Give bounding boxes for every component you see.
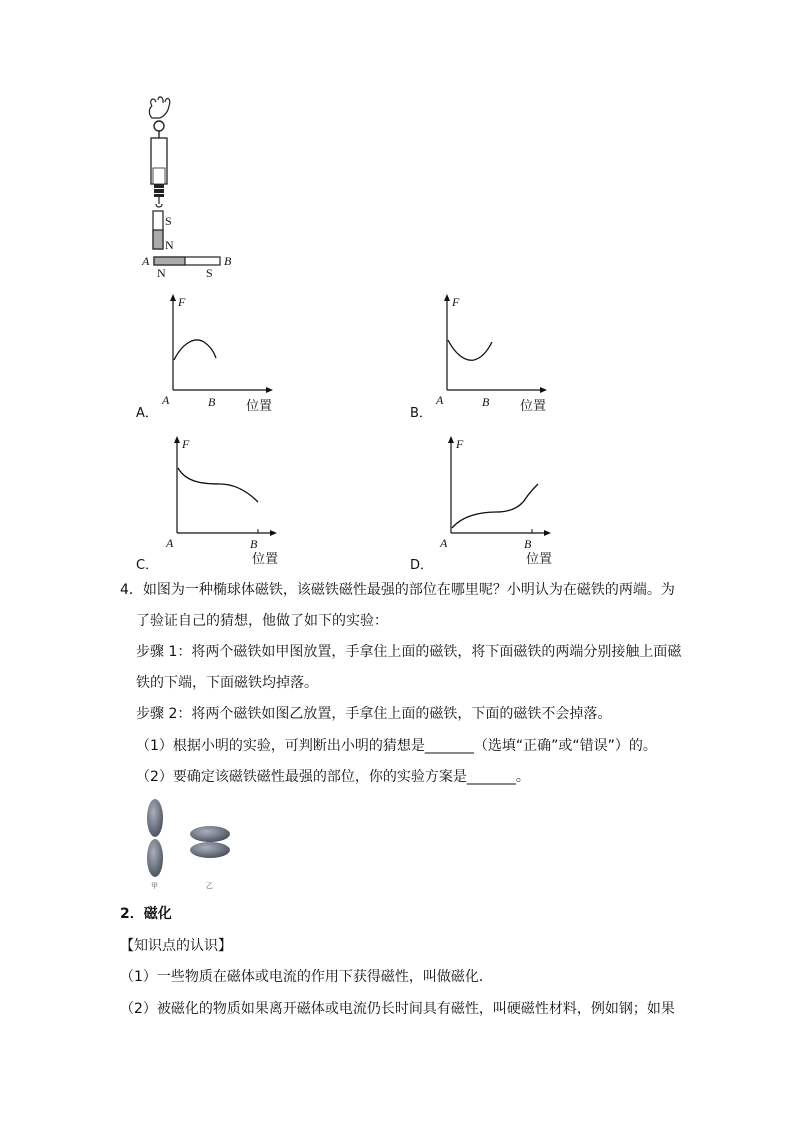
option-a-x-label: 位置: [246, 399, 273, 414]
option-a-b-label: B: [208, 395, 216, 409]
option-d-f-label: F: [456, 437, 464, 451]
option-a-f-label: F: [178, 295, 186, 309]
ellipsoid-magnets-figure: [138, 796, 248, 896]
option-c-graph: [136, 432, 286, 572]
option-d-x-label: 位置: [526, 552, 553, 567]
option-b-b-label: B: [482, 395, 490, 409]
q4-sub1: （1）根据小明的实验，可判断出小明的猜想是_______（选填“正确”或“错误”）的。: [136, 738, 657, 754]
option-d-b-label: B: [524, 537, 532, 551]
q4-line2: 了验证自己的猜想，他做了如下的实验：: [136, 613, 388, 629]
option-d-graph: [410, 432, 560, 572]
option-b-letter: B．: [410, 406, 432, 421]
jia-lower-magnet: [147, 839, 163, 877]
q4-step1-line2: 铁的下端，下面磁铁均掉落。: [136, 675, 318, 691]
bar-end-a-label: A: [142, 254, 150, 268]
option-c-a-label: A: [166, 536, 174, 550]
hand-icon: [149, 97, 169, 118]
option-b-f-label: F: [452, 295, 460, 309]
yi-lower-magnet: [190, 842, 230, 858]
bar-pole-s-label: S: [206, 266, 213, 280]
option-b[interactable]: [410, 290, 560, 420]
option-b-curve: [448, 340, 492, 360]
option-a-letter: A．: [136, 406, 158, 421]
option-b-graph: [410, 290, 560, 420]
upper-magnet-s-label: S: [165, 214, 172, 228]
option-d-a-label: A: [440, 536, 448, 550]
yi-label: 乙: [206, 882, 213, 890]
option-c-curve: [178, 468, 258, 502]
option-b-a-label: A: [436, 393, 444, 407]
jia-upper-magnet: [147, 799, 163, 837]
q4-sub2: （2）要确定该磁铁磁性最强的部位，你的实验方案是_______。: [136, 769, 530, 785]
knowledge-heading: 【知识点的认识】: [120, 938, 232, 954]
option-c[interactable]: [136, 432, 286, 572]
option-c-letter: C．: [136, 558, 159, 573]
option-c-b-label: B: [250, 537, 258, 551]
option-b-x-label: 位置: [520, 399, 547, 414]
option-c-f-label: F: [182, 437, 190, 451]
option-d-curve: [452, 484, 538, 528]
option-d[interactable]: [410, 432, 560, 572]
bar-end-b-label: B: [224, 254, 232, 268]
option-a[interactable]: [136, 290, 286, 420]
q4-step1-line1: 步骤 1：将两个磁铁如甲图放置，手拿住上面的磁铁，将下面磁铁的两端分别接触上面磁: [136, 644, 682, 660]
section2-heading: 2．磁化: [120, 906, 172, 922]
option-c-x-label: 位置: [252, 552, 279, 567]
upper-magnet-n-label: N: [165, 238, 174, 252]
option-a-graph: [136, 290, 286, 420]
option-a-a-label: A: [162, 393, 170, 407]
spring-scale-figure: [138, 96, 248, 282]
q4-line1: 4．如图为一种椭球体磁铁，该磁铁磁性最强的部位在哪里呢？小明认为在磁铁的两端。为: [120, 582, 675, 598]
point2: （2）被磁化的物质如果离开磁体或电流仍长时间具有磁性，叫硬磁性材料，例如钢；如果: [120, 1001, 675, 1017]
jia-label: 甲: [151, 882, 158, 890]
point1: （1）一些物质在磁体或电流的作用下获得磁性，叫做磁化．: [120, 969, 493, 985]
bar-pole-n-label: N: [157, 266, 166, 280]
option-d-letter: D．: [410, 558, 434, 573]
option-a-curve: [174, 340, 216, 360]
yi-upper-magnet: [190, 826, 230, 842]
q4-step2: 步骤 2：将两个磁铁如图乙放置，手拿住上面的磁铁，下面的磁铁不会掉落。: [136, 706, 612, 722]
